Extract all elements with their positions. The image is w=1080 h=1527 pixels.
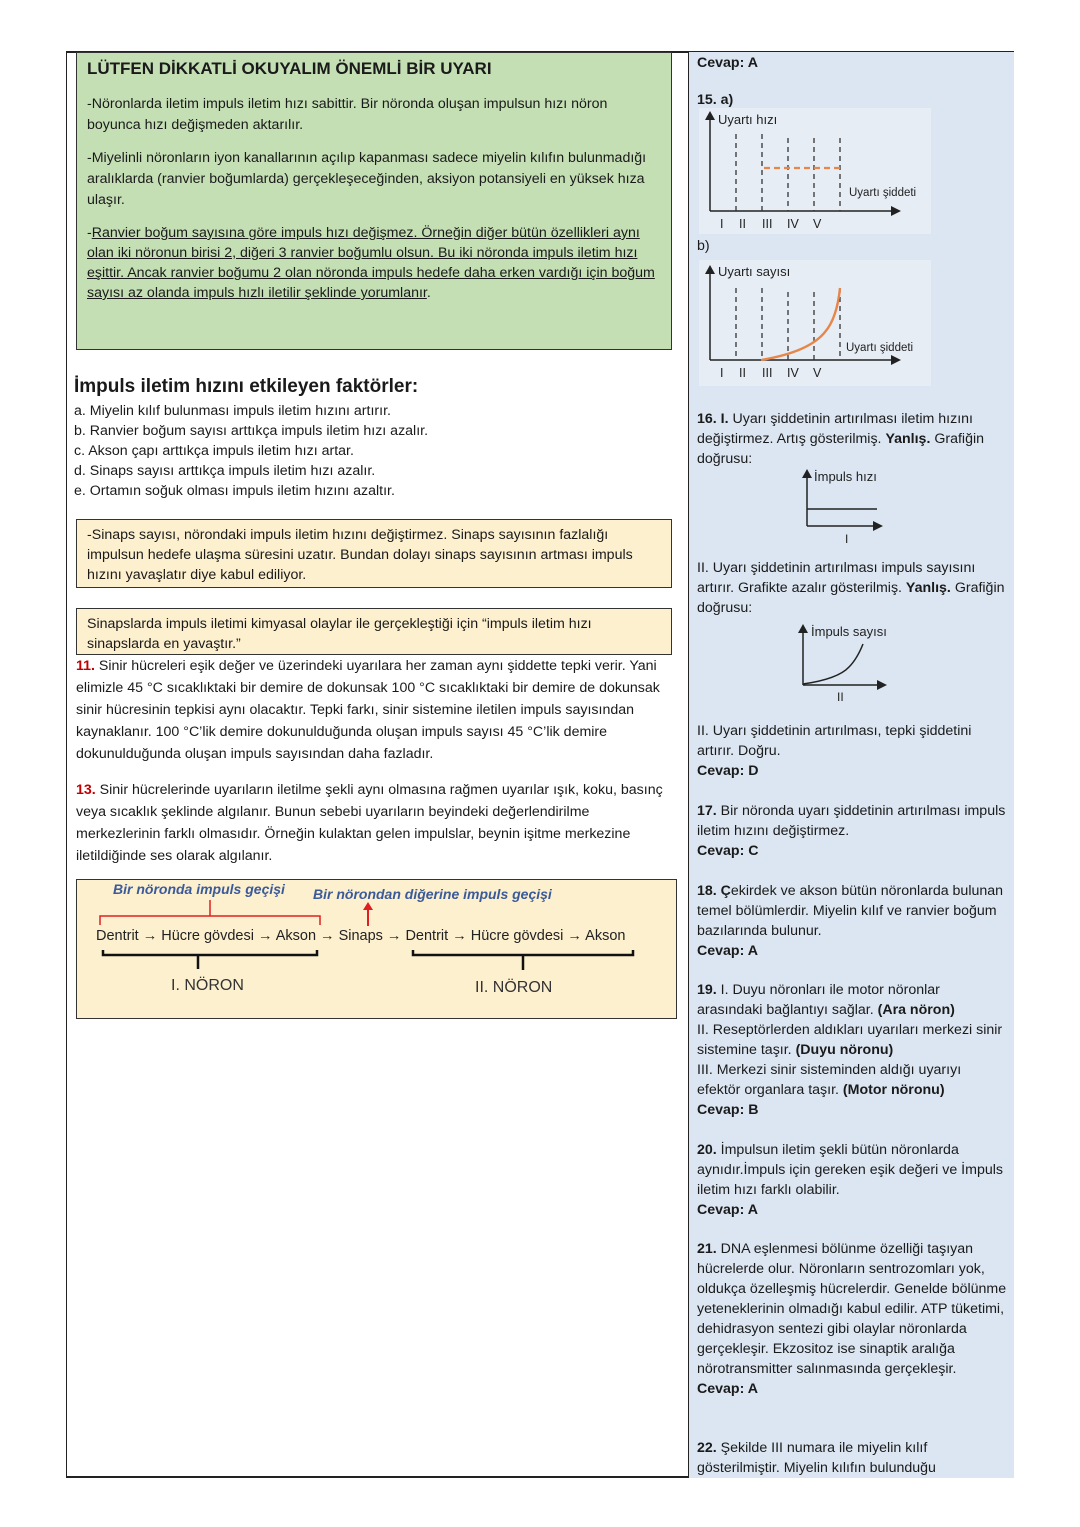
increasing-curve — [803, 644, 863, 684]
x-axis-arrow-icon — [873, 521, 883, 531]
tick-label: IV — [787, 366, 799, 380]
factors-list — [74, 401, 674, 501]
impulse-path-svg — [77, 880, 676, 1018]
x-label: Uyartı şiddeti — [849, 187, 917, 199]
warning-paragraph-1: -Nöronlarda iletim impuls iletim hızı sabittir. Bir nöronda oluşan impulsun hızı nöron boyunca hızı değişmeden aktarılır. — [87, 96, 608, 133]
neuron1-brace-icon — [103, 950, 317, 969]
warning-box — [76, 52, 672, 350]
tick-label: I — [720, 217, 724, 231]
factor-item: e. Ortamın soğuk olması impuls iletim hızını azaltır. — [74, 483, 395, 499]
tick-label: I — [720, 366, 724, 380]
factors-section — [74, 375, 674, 501]
q20-answer: Cevap: A — [697, 1202, 758, 1218]
y-axis-arrow-icon — [802, 469, 812, 478]
neuron1-label: I. NÖRON — [171, 977, 244, 994]
q16-part2: II. Uyarı şiddetinin artırılması impuls sayısını artırır. Grafikte azalır gösterilmiş. Yanlış. Grafiğin doğrusu: — [697, 560, 1005, 616]
q18: 18. Çekirdek ve akson bütün nöronlarda bulunan temel bölümlerdir. Miyelin kılıf ve ranvier boğum bazılarında bulunur. Cevap: A — [697, 883, 1004, 959]
warning-title: LÜTFEN DİKKATLİ OKUYALIM ÖNEMLİ BİR UYARI — [87, 59, 492, 78]
chain-text: Dentrit → Hücre gövdesi → Akson → Sinaps → Dentrit → Hücre gövdesi → Akson — [96, 928, 626, 944]
tick-label: II — [739, 366, 746, 380]
y-label: Uyartı hızı — [718, 112, 778, 127]
q15-title: 15. a) — [697, 92, 734, 108]
question-13: 13. Sinir hücrelerinde uyarıların iletilme şekli aynı olmasına rağmen uyarılar ışık, koku, basınç veya sıcaklık şeklinde algılanır. Bunun sebebi uyarıların beyindeki değerlendirilme merkezlerinin farklı olmasıdır. Örneğin kulaktan gelen impulslar, beynin işitme merkezine iletildiğinde ses olarak algılanır. — [76, 782, 663, 864]
q16-answer: Cevap: D — [697, 763, 759, 779]
q18-answer: Cevap: A — [697, 943, 758, 959]
impulse-path-diagram — [76, 879, 677, 1019]
neuron2-label: II. NÖRON — [475, 979, 553, 996]
y-label: İmpuls sayısı — [811, 624, 887, 639]
q22: 22. Şekilde III numara ile miyelin kılıf gösterilmiştir. Miyelin kılıfın bulunduğu — [697, 1440, 936, 1476]
graph-15a — [699, 108, 931, 234]
factors-heading: İmpuls iletim hızını etkileyen faktörler: — [74, 376, 419, 397]
graph-16-i — [793, 464, 893, 544]
factor-item: c. Akson çapı arttıkça impuls iletim hızı artar. — [74, 443, 354, 459]
q21: 21. DNA eşlenmesi bölünme özelliği taşıyan hücrelerde olur. Nöronların sentrozomları yok, oldukça özelleşmiş hücrelerdir. Genelde bölünme yeteneklerinin olmadığı kabul edilir. ATP tüketimi, dehidrasyon sentezi gibi olaylar nöronlarda gerçekleşir. Ekzositoz ise sinaptik aralığa nörotransmitter salınmasında gerçekleşir. Cevap: A — [697, 1241, 1007, 1397]
q20: 20. İmpulsun iletim şekli bütün nöronlarda aynıdır.İmpuls için gereken eşik değeri ve İmpuls iletim hızı farklı olabilir. Cevap: A — [697, 1142, 1003, 1218]
answer-top: Cevap: A — [697, 55, 758, 71]
tick-label: IV — [787, 217, 799, 231]
tick-label: V — [813, 217, 822, 231]
q16-part1: 16. I. Uyarı şiddetinin artırılması iletim hızını değiştirmez. Artış gösterilmiş. Yanlış. Grafiğin doğrusu: — [697, 411, 985, 467]
warning-paragraph-3: -Ranvier boğum sayısına göre impuls hızı değişmez. Örneğin diğer bütün özellikleri aynı olan iki nöronun birisi 2, diğeri 3 ranvier boğumlu olsun. Bu iki nöronda impuls iletim hızı eşittir. Ancak ranvier boğumu 2 olan nöronda impuls hedefe daha erken vardığı için boğum sayısı az olanda impuls hızlı iletilir şeklinde yorumlanır. — [87, 225, 655, 301]
graph-15b — [699, 260, 931, 386]
x-axis-arrow-icon — [877, 680, 887, 690]
answer-column — [688, 52, 1014, 1478]
tick-label: III — [762, 217, 773, 231]
y-label: İmpuls hızı — [814, 469, 877, 484]
factor-item: b. Ranvier boğum sayısı arttıkça impuls iletim hızı azalır. — [74, 423, 429, 439]
q19-answer: Cevap: B — [697, 1102, 759, 1118]
note-synapse-count: -Sinaps sayısı, nörondaki impuls iletim hızını değiştirmez. Sinaps sayısının fazlalığı impulsun hedefe ulaşma süresini uzatır. Bundan dolayı sinaps sayısının artması impuls hızını yavaşlatır diye kabul ediliyor. — [76, 519, 672, 588]
note-synapse-slowest: Sinapslarda impuls iletimi kimyasal olaylar ile gerçekleştiği için “impuls iletim hızı sinapslarda en yavaştır.” — [76, 608, 672, 655]
y-axis-arrow-icon — [798, 624, 808, 633]
q15-b-label: b) — [697, 238, 710, 254]
graph-16-ii — [793, 619, 893, 701]
tick-label: II — [739, 217, 746, 231]
q17-answer: Cevap: C — [697, 843, 759, 859]
question-number: 13. — [76, 782, 96, 798]
left-column — [66, 52, 687, 1478]
q16-part3: II. Uyarı şiddetinin artırılması, tepki şiddetini artırır. Doğru. Cevap: D — [697, 723, 972, 779]
label-within-neuron: Bir nöronda impuls geçişi — [113, 881, 285, 897]
red-brace-icon — [100, 900, 320, 925]
q21-answer: Cevap: A — [697, 1381, 758, 1397]
factor-item: a. Miyelin kılıf bulunması impuls iletim hızını artırır. — [74, 403, 391, 419]
question-number: 11. — [76, 658, 95, 674]
q17: 17. Bir nöronda uyarı şiddetinin artırılması impuls iletim hızını değiştirmez. Cevap: C — [697, 803, 1006, 859]
tick-label: III — [762, 366, 773, 380]
label-between-neurons: Bir nörondan diğerine impuls geçişi — [313, 886, 552, 902]
tick-label: II — [837, 690, 844, 701]
x-label: Uyartı şiddeti — [846, 342, 914, 354]
tick-label: V — [813, 366, 822, 380]
y-label: Uyartı sayısı — [718, 264, 791, 279]
neuron2-brace-icon — [413, 950, 633, 970]
question-11: 11. Sinir hücreleri eşik değer ve üzerindeki uyarılara her zaman aynı şiddette tepki verir. Yani elimizle 45 °C sıcaklıktaki bir demire de dokunsak 100 °C sıcaklıktaki bir demire de dokunsak sinir hücresinin tepkisi aynı olacaktır. Tepki farkı, sinir sistemine iletilen impuls sayısından kaynaklanır. 100 °C’lik demire dokunulduğunda oluşan impuls sayısı 45 °C’lik demire dokunulduğunda oluşan impuls sayısından daha fazladır. — [76, 658, 660, 762]
tick-label: I — [845, 532, 849, 544]
q19: 19. I. Duyu nöronları ile motor nöronlar arasındaki bağlantıyı sağlar. (Ara nöron) II. Reseptörlerden aldıkları uyarıları merkezi sinir sistemine taşır. (Duyu nöronu) III. Merkezi sinir sisteminden aldığı uyarıyı efektör organlara taşır. (Motor nöronu) Cevap: B — [697, 982, 1003, 1118]
factor-item: d. Sinaps sayısı arttıkça impuls iletim hızı azalır. — [74, 463, 376, 479]
red-up-arrow-icon — [363, 902, 373, 910]
warning-paragraph-2: -Miyelinli nöronların iyon kanallarının açılıp kapanması sadece miyelin kılıfın bulunmadığı aralıklarda (ranvier boğumlarda) gerçekleşeceğinden, aksiyon potansiyeli en yüksek hıza ulaşır. — [87, 150, 647, 208]
